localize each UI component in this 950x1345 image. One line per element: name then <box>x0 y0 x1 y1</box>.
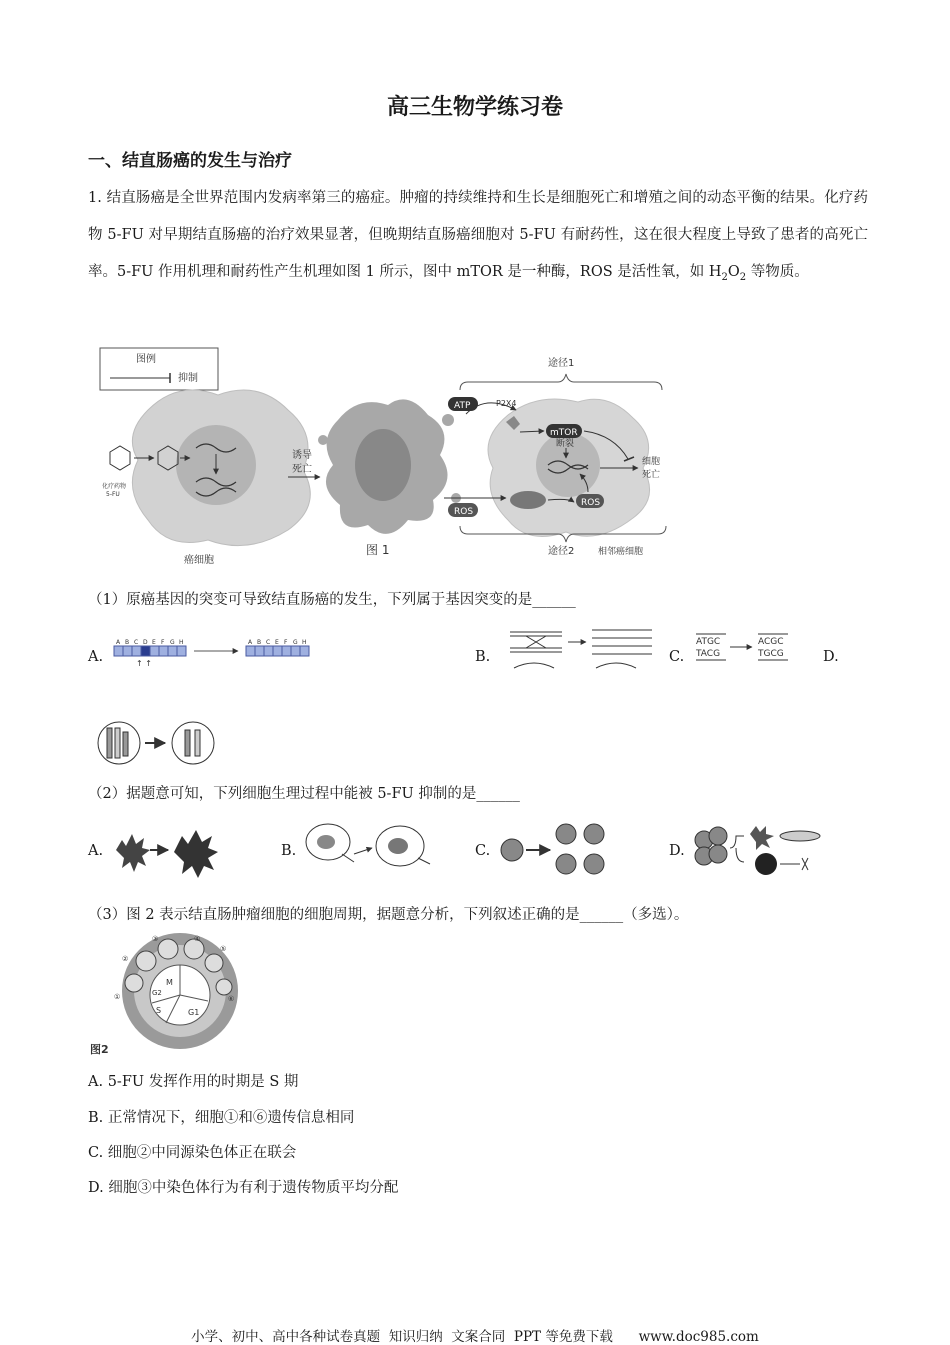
figure-1-caption: 图 1 <box>366 543 390 557</box>
chromosome-letter: D <box>143 639 148 646</box>
cell-number-4: ④ <box>194 935 201 943</box>
path-2-label: 途径2 <box>548 546 575 557</box>
figure-2-caption: 图2 <box>90 1043 109 1056</box>
q1-option-b-figure <box>506 624 660 672</box>
q2-option-a-figure <box>110 826 226 876</box>
chromosome-band <box>273 646 282 656</box>
legend-title: 图例 <box>136 354 156 365</box>
chromosome-band <box>132 646 141 656</box>
cancer-cell-label: 癌细胞 <box>184 555 214 566</box>
chromosome-letter: F <box>161 639 165 646</box>
figure-1 <box>88 340 688 566</box>
chromosome-letter: G <box>293 639 298 646</box>
q2-option-c-label[interactable]: C. <box>475 843 491 859</box>
q2-option-c-figure <box>498 820 612 878</box>
chromosome-letter: F <box>284 639 288 646</box>
chromosome-after <box>246 639 309 656</box>
cell-number-2: ② <box>122 955 129 963</box>
q1-option-d-figure <box>95 720 217 766</box>
dna-before-bottom: TACG <box>696 649 721 659</box>
q3-option-d[interactable]: D. 细胞③中染色体行为有利于遗传物质平均分配 <box>88 1180 399 1196</box>
q1-option-c-label[interactable]: C. <box>669 649 685 665</box>
chromosome-letter: B <box>125 639 130 646</box>
chromosome-band <box>123 646 132 656</box>
chromosome-band <box>150 646 159 656</box>
q2-option-a-label[interactable]: A. <box>88 843 104 859</box>
page-footer: 小学、初中、高中各种试卷真题 知识归纳 文案合同 PPT 等免费下载 www.doc985.com <box>191 1329 759 1345</box>
section-heading: 一、结直肠癌的发生与治疗 <box>88 151 292 171</box>
q1-option-a-figure <box>110 636 322 666</box>
phase-label-g2: G2 <box>152 989 162 997</box>
chromosome-band <box>159 646 168 656</box>
cell-death-label-1: 细胞 <box>642 457 661 467</box>
chromosome-band <box>300 646 309 656</box>
chromosome-band <box>114 646 123 656</box>
chromosome-band <box>168 646 177 656</box>
chromosome-letter: C <box>266 639 271 646</box>
figure-2-cell-cycle <box>88 935 248 1059</box>
drug-name: 5-FU <box>106 491 120 498</box>
chromosome-band <box>282 646 291 656</box>
q2-option-d-label[interactable]: D. <box>669 843 685 859</box>
chromosome-band <box>264 646 273 656</box>
q3-option-a[interactable]: A. 5-FU 发挥作用的时期是 S 期 <box>88 1074 299 1090</box>
question-3-stem: （3）图 2 表示结直肠肿瘤细胞的细胞周期，据题意分析，下列叙述正确的是______（多选）。 <box>88 907 689 923</box>
path-1-label: 途径1 <box>548 358 575 369</box>
chromosome-letter: G <box>170 639 175 646</box>
intro-paragraph: 1. 结直肠癌是全世界范围内发病率第三的癌症。肿瘤的持续维持和生长是细胞死亡和增殖之间的动态平衡的结果。化疗药物 5-FU 对早期结直肠癌的治疗效果显著，但晚期结直肠癌细胞对 5-FU 有耐药性，这在很大程度上导致了患者的高死亡率。5-FU 作用机理和耐药性产生机理如图 1 所示，图中 mTOR 是一种酶，ROS 是活性氧，如 $H_2O_2$ 等物质。 <box>88 190 868 283</box>
phase-label-s: S <box>156 1006 162 1015</box>
q1-option-a-label[interactable]: A. <box>88 649 104 665</box>
cell-death-label-2: 死亡 <box>642 470 661 480</box>
atp-badge: ATP <box>454 401 471 411</box>
chromosome-band <box>177 646 186 656</box>
ros-badge-outer: ROS <box>454 507 474 517</box>
neighbor-cell-label: 相邻癌细胞 <box>598 547 644 557</box>
chromosome-band <box>141 646 150 656</box>
cell-number-3: ③ <box>152 935 159 943</box>
chromosome-letter: C <box>134 639 139 646</box>
chromosome-letter: E <box>152 639 156 646</box>
cell-number-5: ⑤ <box>220 945 227 953</box>
q2-option-b-figure <box>302 820 434 876</box>
q2-option-b-label[interactable]: B. <box>281 843 297 859</box>
q1-option-c-figure <box>690 630 794 664</box>
chromosome-band <box>246 646 255 656</box>
ros-badge-inner: ROS <box>581 498 601 508</box>
chromosome-letter: B <box>257 639 262 646</box>
q1-option-b-label[interactable]: B. <box>475 649 491 665</box>
mtor-badge: mTOR <box>550 428 578 438</box>
chromosome-letter: H <box>302 639 307 646</box>
phase-label-g1: G1 <box>188 1008 200 1017</box>
chromosome-letter: H <box>179 639 184 646</box>
chromosome-before <box>114 639 186 656</box>
q3-option-b[interactable]: B. 正常情况下，细胞①和⑥遗传信息相同 <box>88 1110 355 1126</box>
question-2-stem: （2）据题意可知，下列细胞生理过程中能被 5-FU 抑制的是______ <box>88 786 520 802</box>
chromosome-letter: A <box>116 639 121 646</box>
drug-label: 化疗药物 <box>102 483 127 490</box>
page-title: 高三生物学练习卷 <box>386 94 563 120</box>
chromosome-letter: E <box>275 639 279 646</box>
dna-after-bottom: TGCG <box>758 649 784 659</box>
q1-option-d-label[interactable]: D. <box>823 649 839 665</box>
induce-label-2: 死亡 <box>292 464 312 475</box>
cell-number-6: ⑥ <box>228 995 235 1003</box>
break-label: 断裂 <box>556 439 575 449</box>
question-1-stem: （1）原癌基因的突变可导致结直肠癌的发生，下列属于基因突变的是______ <box>88 592 576 608</box>
chromosome-band <box>291 646 300 656</box>
q2-option-d-figure <box>690 822 824 878</box>
chromosome-band <box>255 646 264 656</box>
q3-option-c[interactable]: C. 细胞②中同源染色体正在联会 <box>88 1145 297 1161</box>
dna-before-top: ATGC <box>696 637 721 647</box>
chromosome-letter: A <box>248 639 253 646</box>
svg-text:↑ ↑: ↑ ↑ <box>136 659 152 668</box>
phase-label-m: M <box>166 978 173 987</box>
induce-label-1: 诱导 <box>292 450 312 461</box>
cell-number-1: ① <box>114 993 121 1001</box>
legend-inhibit: 抑制 <box>178 373 198 384</box>
dna-after-top: ACGC <box>758 637 784 647</box>
p2x4-label: P2X4 <box>496 399 517 408</box>
